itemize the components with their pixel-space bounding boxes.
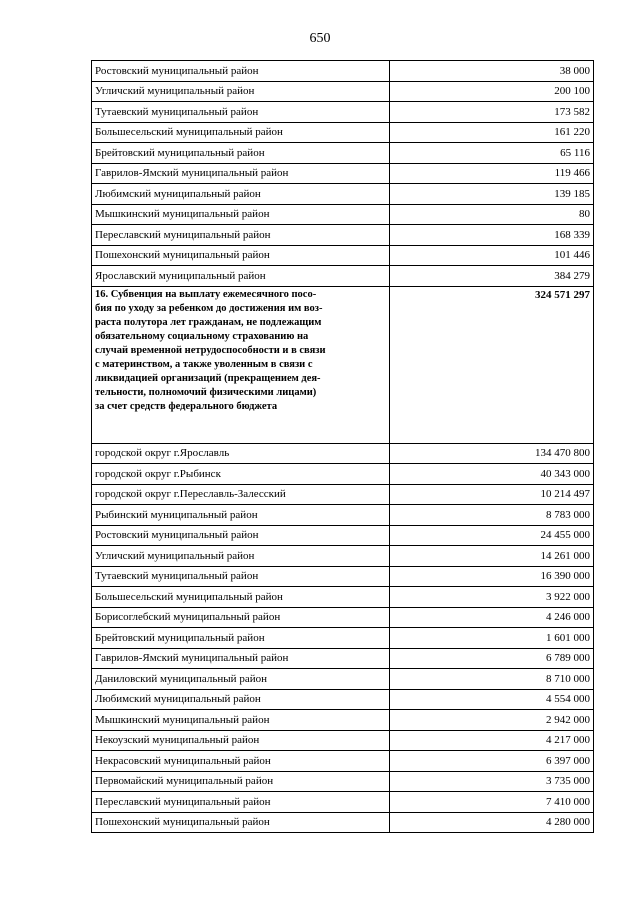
- district-name: Любимский муниципальный район: [92, 184, 390, 205]
- table-row: [92, 143, 594, 164]
- district-name: Даниловский муниципальный район: [92, 669, 390, 690]
- amount-value: 4 246 000: [390, 607, 594, 628]
- amount-value: 134 470 800: [390, 443, 594, 464]
- section-amount: 324 571 297: [390, 286, 594, 443]
- table-row: [92, 102, 594, 123]
- amount-value: 40 343 000: [390, 464, 594, 485]
- rows-after: [92, 443, 594, 833]
- page-number: 650: [309, 31, 331, 46]
- district-name: Большесельский муниципальный район: [92, 587, 390, 608]
- amount-value: 14 261 000: [390, 546, 594, 567]
- amount-value: 4 554 000: [390, 689, 594, 710]
- table-row: [92, 81, 594, 102]
- section-title-line: 16. Субвенция на выплату ежемесячного посо-: [95, 288, 317, 300]
- district-name: Ростовский муниципальный район: [92, 61, 390, 82]
- amount-value: 168 339: [390, 225, 594, 246]
- amount-value: 161 220: [390, 122, 594, 143]
- section-row: [92, 286, 594, 443]
- amount-value: 80: [390, 204, 594, 225]
- table-row: [92, 464, 594, 485]
- district-name: Переславский муниципальный район: [92, 225, 390, 246]
- district-name: городской округ г.Рыбинск: [92, 464, 390, 485]
- amount-value: 8 710 000: [390, 669, 594, 690]
- budget-table: [91, 60, 594, 833]
- table-row: [92, 792, 594, 813]
- section-title-line: с материнством, а также уволенным в связи с: [95, 358, 313, 370]
- section-title: [92, 286, 390, 443]
- district-name: Ростовский муниципальный район: [92, 525, 390, 546]
- district-name: Борисоглебский муниципальный район: [92, 607, 390, 628]
- section-title-line: тельности, полномочий физическими лицами): [95, 386, 317, 398]
- amount-value: 10 214 497: [390, 484, 594, 505]
- table-row: [92, 669, 594, 690]
- table-row: [92, 266, 594, 287]
- section-title-line: раста полутора лет гражданам, не подлежащим: [95, 316, 322, 328]
- amount-value: 173 582: [390, 102, 594, 123]
- amount-value: 139 185: [390, 184, 594, 205]
- rows-before: [92, 61, 594, 287]
- district-name: Гаврилов-Ямский муниципальный район: [92, 648, 390, 669]
- table-row: [92, 628, 594, 649]
- table-row: [92, 122, 594, 143]
- amount-value: 8 783 000: [390, 505, 594, 526]
- amount-value: 6 789 000: [390, 648, 594, 669]
- amount-value: 7 410 000: [390, 792, 594, 813]
- table-row: [92, 546, 594, 567]
- district-name: Первомайский муниципальный район: [92, 771, 390, 792]
- section-title-line: обязательному социальному страхованию на: [95, 330, 309, 342]
- district-name: городской округ г.Переславль-Залесский: [92, 484, 390, 505]
- amount-value: 3 922 000: [390, 587, 594, 608]
- district-name: Мышкинский муниципальный район: [92, 204, 390, 225]
- amount-value: 119 466: [390, 163, 594, 184]
- district-name: Некрасовский муниципальный район: [92, 751, 390, 772]
- section-title-line: бия по уходу за ребенком до достижения им воз-: [95, 302, 323, 314]
- table-row: [92, 771, 594, 792]
- table-row: [92, 751, 594, 772]
- district-name: городской округ г.Ярославль: [92, 443, 390, 464]
- table-row: [92, 689, 594, 710]
- table-row: [92, 710, 594, 731]
- table-row: [92, 204, 594, 225]
- amount-value: 16 390 000: [390, 566, 594, 587]
- table-row: [92, 61, 594, 82]
- amount-value: 384 279: [390, 266, 594, 287]
- table-row: [92, 163, 594, 184]
- section-title-line: за счет средств федерального бюджета: [95, 400, 278, 412]
- district-name: Угличский муниципальный район: [92, 546, 390, 567]
- amount-value: 4 217 000: [390, 730, 594, 751]
- district-name: Переславский муниципальный район: [92, 792, 390, 813]
- amount-value: 6 397 000: [390, 751, 594, 772]
- district-name: Ярославский муниципальный район: [92, 266, 390, 287]
- table-row: [92, 184, 594, 205]
- district-name: Большесельский муниципальный район: [92, 122, 390, 143]
- table-row: [92, 245, 594, 266]
- district-name: Рыбинский муниципальный район: [92, 505, 390, 526]
- district-name: Брейтовский муниципальный район: [92, 143, 390, 164]
- district-name: Гаврилов-Ямский муниципальный район: [92, 163, 390, 184]
- section-title-line: случай временной нетрудоспособности и в связи: [95, 344, 326, 356]
- table-row: [92, 730, 594, 751]
- table-row: [92, 566, 594, 587]
- table-row: [92, 607, 594, 628]
- district-name: Мышкинский муниципальный район: [92, 710, 390, 731]
- district-name: Брейтовский муниципальный район: [92, 628, 390, 649]
- table-row: [92, 225, 594, 246]
- amount-value: 3 735 000: [390, 771, 594, 792]
- table-row: [92, 505, 594, 526]
- district-name: Пошехонский муниципальный район: [92, 812, 390, 833]
- district-name: Некоузский муниципальный район: [92, 730, 390, 751]
- section-title-line: ликвидацией организаций (прекращением дея-: [95, 372, 321, 384]
- district-name: Любимский муниципальный район: [92, 689, 390, 710]
- amount-value: 4 280 000: [390, 812, 594, 833]
- amount-value: 200 100: [390, 81, 594, 102]
- amount-value: 2 942 000: [390, 710, 594, 731]
- district-name: Тутаевский муниципальный район: [92, 102, 390, 123]
- district-name: Угличский муниципальный район: [92, 81, 390, 102]
- table-row: [92, 443, 594, 464]
- section-16: [92, 286, 594, 443]
- amount-value: 65 116: [390, 143, 594, 164]
- table-row: [92, 587, 594, 608]
- district-name: Пошехонский муниципальный район: [92, 245, 390, 266]
- district-name: Тутаевский муниципальный район: [92, 566, 390, 587]
- amount-value: 24 455 000: [390, 525, 594, 546]
- amount-value: 38 000: [390, 61, 594, 82]
- table-row: [92, 484, 594, 505]
- amount-value: 1 601 000: [390, 628, 594, 649]
- amount-value: 101 446: [390, 245, 594, 266]
- table-row: [92, 525, 594, 546]
- table-row: [92, 648, 594, 669]
- table-row: [92, 812, 594, 833]
